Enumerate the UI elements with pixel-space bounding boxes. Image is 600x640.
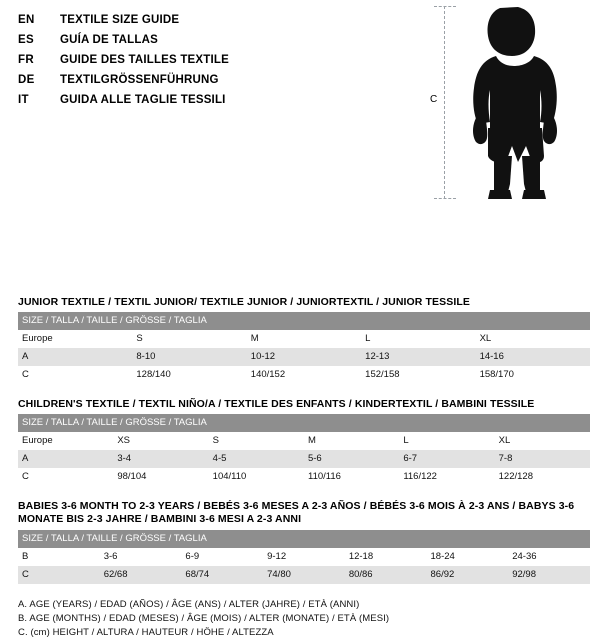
row-label: Europe bbox=[18, 432, 113, 450]
cell: 5-6 bbox=[304, 450, 399, 468]
cell: 9-12 bbox=[263, 548, 345, 566]
measurement-figure bbox=[428, 6, 588, 201]
language-row-es bbox=[18, 34, 438, 52]
cell: 110/116 bbox=[304, 468, 399, 486]
cell: L bbox=[361, 330, 475, 348]
row-label: C bbox=[18, 566, 100, 584]
cell: 128/140 bbox=[132, 366, 246, 384]
table-row bbox=[18, 468, 590, 486]
cell: S bbox=[132, 330, 246, 348]
cell: M bbox=[247, 330, 361, 348]
cell: 152/158 bbox=[361, 366, 475, 384]
junior-size-table bbox=[18, 312, 590, 384]
table-row bbox=[18, 366, 590, 384]
cell: 140/152 bbox=[247, 366, 361, 384]
cell: 80/86 bbox=[345, 566, 427, 584]
cell: 158/170 bbox=[476, 366, 590, 384]
section-junior-textile bbox=[18, 296, 590, 384]
childrens-size-table bbox=[18, 414, 590, 486]
row-label: A bbox=[18, 348, 132, 366]
language-code: EN bbox=[18, 14, 35, 26]
cell: 6-9 bbox=[181, 548, 263, 566]
table-row bbox=[18, 450, 590, 468]
language-title: GUÍA DE TALLAS bbox=[60, 34, 158, 46]
cell: M bbox=[304, 432, 399, 450]
table-header-label: SIZE / TALLA / TAILLE / GRÖSSE / TAGLIA bbox=[18, 312, 590, 330]
legend-line-c: C. (cm) HEIGHT / ALTURA / HAUTEUR / HÖHE / ALTEZZA bbox=[18, 627, 274, 638]
language-title: GUIDA ALLE TAGLIE TESSILI bbox=[60, 94, 226, 106]
babies-size-table bbox=[18, 530, 590, 584]
cell: XS bbox=[113, 432, 208, 450]
table-row bbox=[18, 432, 590, 450]
cell: 68/74 bbox=[181, 566, 263, 584]
language-row-de bbox=[18, 74, 438, 92]
cell: L bbox=[399, 432, 494, 450]
table-header-label: SIZE / TALLA / TAILLE / GRÖSSE / TAGLIA bbox=[18, 530, 590, 548]
row-label: B bbox=[18, 548, 100, 566]
cell: 24-36 bbox=[508, 548, 590, 566]
cell: 8-10 bbox=[132, 348, 246, 366]
height-guide-line bbox=[444, 6, 445, 199]
cell: 104/110 bbox=[209, 468, 304, 486]
child-silhouette-icon bbox=[460, 6, 580, 201]
cell: 12-18 bbox=[345, 548, 427, 566]
language-title: GUIDE DES TAILLES TEXTILE bbox=[60, 54, 229, 66]
cell: 98/104 bbox=[113, 468, 208, 486]
language-title: TEXTILGRÖSSENFÜHRUNG bbox=[60, 74, 219, 86]
language-title: TEXTILE SIZE GUIDE bbox=[60, 14, 180, 26]
section-title: BABIES 3-6 MONTH TO 2-3 YEARS / BEBÉS 3-6 MESES A 2-3 AÑOS / BÉBÉS 3-6 MOIS À 2-3 ANS / BABYS 3-6 MONATE BIS 2-3 JAHRE / BAMBINI 3-6 MESI A 2-3 ANNI bbox=[18, 500, 575, 525]
section-childrens-textile bbox=[18, 398, 590, 486]
cell: 7-8 bbox=[495, 450, 590, 468]
cell: 18-24 bbox=[427, 548, 509, 566]
table-row bbox=[18, 330, 590, 348]
language-code: FR bbox=[18, 54, 34, 66]
table-row bbox=[18, 348, 590, 366]
cell: 3-6 bbox=[100, 548, 182, 566]
cell: 62/68 bbox=[100, 566, 182, 584]
cell: 10-12 bbox=[247, 348, 361, 366]
language-row-it bbox=[18, 94, 438, 112]
height-guide-bottom-tick bbox=[434, 198, 456, 199]
cell: 12-13 bbox=[361, 348, 475, 366]
section-title: CHILDREN'S TEXTILE / TEXTIL NIÑO/A / TEXTILE DES ENFANTS / KINDERTEXTIL / BAMBINI TESSILE bbox=[18, 398, 535, 410]
language-code: ES bbox=[18, 34, 34, 46]
cell: 122/128 bbox=[495, 468, 590, 486]
cell: 92/98 bbox=[508, 566, 590, 584]
legend bbox=[18, 598, 590, 640]
language-code: DE bbox=[18, 74, 35, 86]
height-guide-top-tick bbox=[434, 6, 456, 7]
cell: XL bbox=[495, 432, 590, 450]
height-measure-label: C bbox=[430, 94, 438, 105]
table-header-label: SIZE / TALLA / TAILLE / GRÖSSE / TAGLIA bbox=[18, 414, 590, 432]
cell: 86/92 bbox=[427, 566, 509, 584]
table-header-row bbox=[18, 414, 590, 432]
table-row bbox=[18, 566, 590, 584]
cell: 4-5 bbox=[209, 450, 304, 468]
cell: 116/122 bbox=[399, 468, 494, 486]
cell: XL bbox=[476, 330, 590, 348]
language-title-list bbox=[18, 14, 438, 114]
language-code: IT bbox=[18, 94, 29, 106]
row-label: C bbox=[18, 468, 113, 486]
cell: 3-4 bbox=[113, 450, 208, 468]
cell: 6-7 bbox=[399, 450, 494, 468]
table-header-row bbox=[18, 530, 590, 548]
section-babies-textile bbox=[18, 500, 590, 584]
table-row bbox=[18, 548, 590, 566]
language-row-en bbox=[18, 14, 438, 32]
row-label: Europe bbox=[18, 330, 132, 348]
language-row-fr bbox=[18, 54, 438, 72]
cell: 74/80 bbox=[263, 566, 345, 584]
row-label: A bbox=[18, 450, 113, 468]
legend-line-b: B. AGE (MONTHS) / EDAD (MESES) / ÂGE (MOIS) / ALTER (MONATE) / ETÀ (MESI) bbox=[18, 613, 390, 624]
legend-line-a: A. AGE (YEARS) / EDAD (AÑOS) / ÂGE (ANS) / ALTER (JAHRE) / ETÀ (ANNI) bbox=[18, 599, 360, 610]
section-title: JUNIOR TEXTILE / TEXTIL JUNIOR/ TEXTILE JUNIOR / JUNIORTEXTIL / JUNIOR TESSILE bbox=[18, 296, 470, 308]
cell: 14-16 bbox=[476, 348, 590, 366]
row-label: C bbox=[18, 366, 132, 384]
table-header-row bbox=[18, 312, 590, 330]
cell: S bbox=[209, 432, 304, 450]
